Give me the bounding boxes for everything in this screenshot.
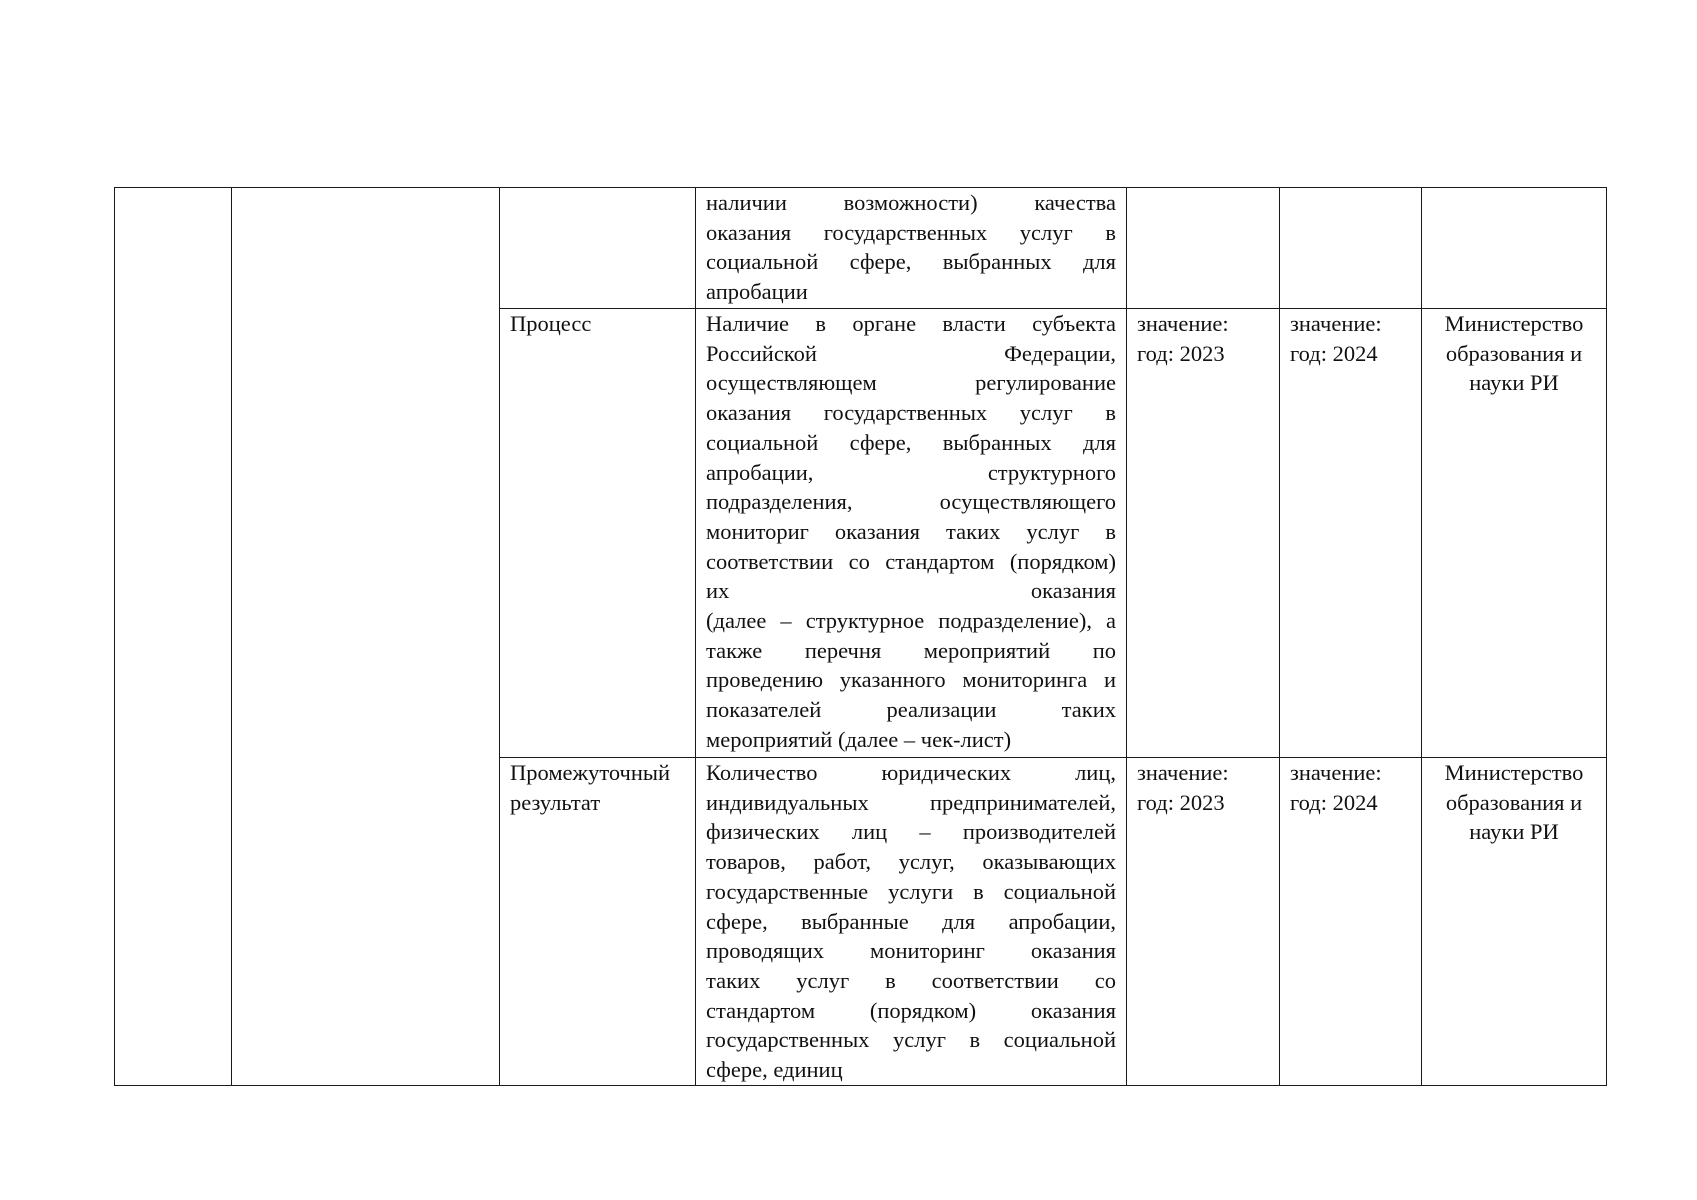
value-label: значение:	[1137, 760, 1229, 785]
description-line: подразделения, осуществляющего	[706, 489, 1116, 515]
description-line: проводящих мониторинг оказания	[706, 938, 1116, 964]
responsible-line: Министерство	[1444, 311, 1584, 336]
description-line: мониториг оказания таких услуг в	[706, 518, 1116, 544]
description-line: также перечня мероприятий по	[706, 637, 1116, 663]
description-line: товаров, работ, услуг, оказывающих	[706, 849, 1116, 875]
value-2024-cell	[1280, 309, 1422, 758]
description-line: проведению указанного мониторинга и	[706, 667, 1116, 693]
value-2023-cell	[1127, 758, 1280, 1086]
description-line: государственные услуги в социальной	[706, 878, 1116, 904]
description-line: Количество юридических лиц,	[706, 760, 1116, 785]
value-label: значение:	[1290, 760, 1382, 785]
name-cell	[232, 188, 500, 1086]
description-line: апробации	[706, 279, 808, 305]
description-line: наличии возможности) качества	[706, 190, 1116, 215]
stage-label: результат	[510, 789, 601, 815]
value-year: год: 2023	[1137, 340, 1225, 366]
description-line: стандартом (порядком) оказания	[706, 997, 1116, 1023]
description-line: оказания государственных услуг в	[706, 400, 1116, 426]
description-line: сфере, выбранные для апробации,	[706, 908, 1116, 934]
value-year: год: 2024	[1290, 340, 1378, 366]
value-year: год: 2023	[1137, 789, 1225, 815]
description-line: индивидуальных предпринимателей,	[706, 789, 1116, 815]
description-cell	[696, 309, 1127, 758]
value-label: значение:	[1137, 311, 1229, 336]
value-2023-cell	[1127, 188, 1280, 309]
description-line: физических лиц – производителей	[706, 819, 1116, 845]
description-line: таких услуг в соответствии со	[706, 967, 1116, 993]
value-label: значение:	[1290, 311, 1382, 336]
stage-cell	[500, 188, 696, 309]
responsible-cell	[1422, 188, 1607, 309]
number-cell	[115, 188, 232, 1086]
description-line: осуществляющем регулирование	[706, 370, 1116, 396]
description-line: (далее – структурное подразделение), а	[706, 608, 1116, 634]
description-line: соответствии со стандартом (порядком)	[706, 548, 1116, 574]
responsible-line: образования и	[1445, 789, 1583, 815]
description-line: государственных услуг в социальной	[706, 1027, 1116, 1053]
table-row	[115, 188, 1607, 309]
stage-cell	[500, 309, 696, 758]
responsible-line: Министерство	[1444, 760, 1584, 785]
responsible-line: науки РИ	[1469, 370, 1559, 396]
responsible-cell	[1422, 309, 1607, 758]
value-year: год: 2024	[1290, 789, 1378, 815]
description-line: социальной сфере, выбранных для	[706, 249, 1116, 275]
responsible-line: образования и	[1445, 340, 1583, 366]
indicators-table	[114, 187, 1607, 1086]
description-line: оказания государственных услуг в	[706, 219, 1116, 245]
stage-label: Процесс	[510, 311, 592, 336]
description-line: Российской Федерации,	[706, 340, 1116, 366]
description-line: показателей реализации таких	[706, 697, 1116, 723]
value-2024-cell	[1280, 758, 1422, 1086]
description-line: социальной сфере, выбранных для	[706, 429, 1116, 455]
description-line: мероприятий (далее – чек-лист)	[706, 726, 1012, 752]
value-2024-cell	[1280, 188, 1422, 309]
stage-label: Промежуточный	[510, 760, 671, 785]
description-line: апробации, структурного	[706, 459, 1116, 485]
value-2023-cell	[1127, 309, 1280, 758]
stage-cell	[500, 758, 696, 1086]
description-cell	[696, 188, 1127, 309]
description-line: Наличие в органе власти субъекта	[706, 311, 1116, 336]
responsible-cell	[1422, 758, 1607, 1086]
description-cell	[696, 758, 1127, 1086]
description-line: сфере, единиц	[706, 1057, 843, 1083]
description-line: их оказания	[706, 578, 1116, 604]
responsible-line: науки РИ	[1469, 819, 1559, 845]
